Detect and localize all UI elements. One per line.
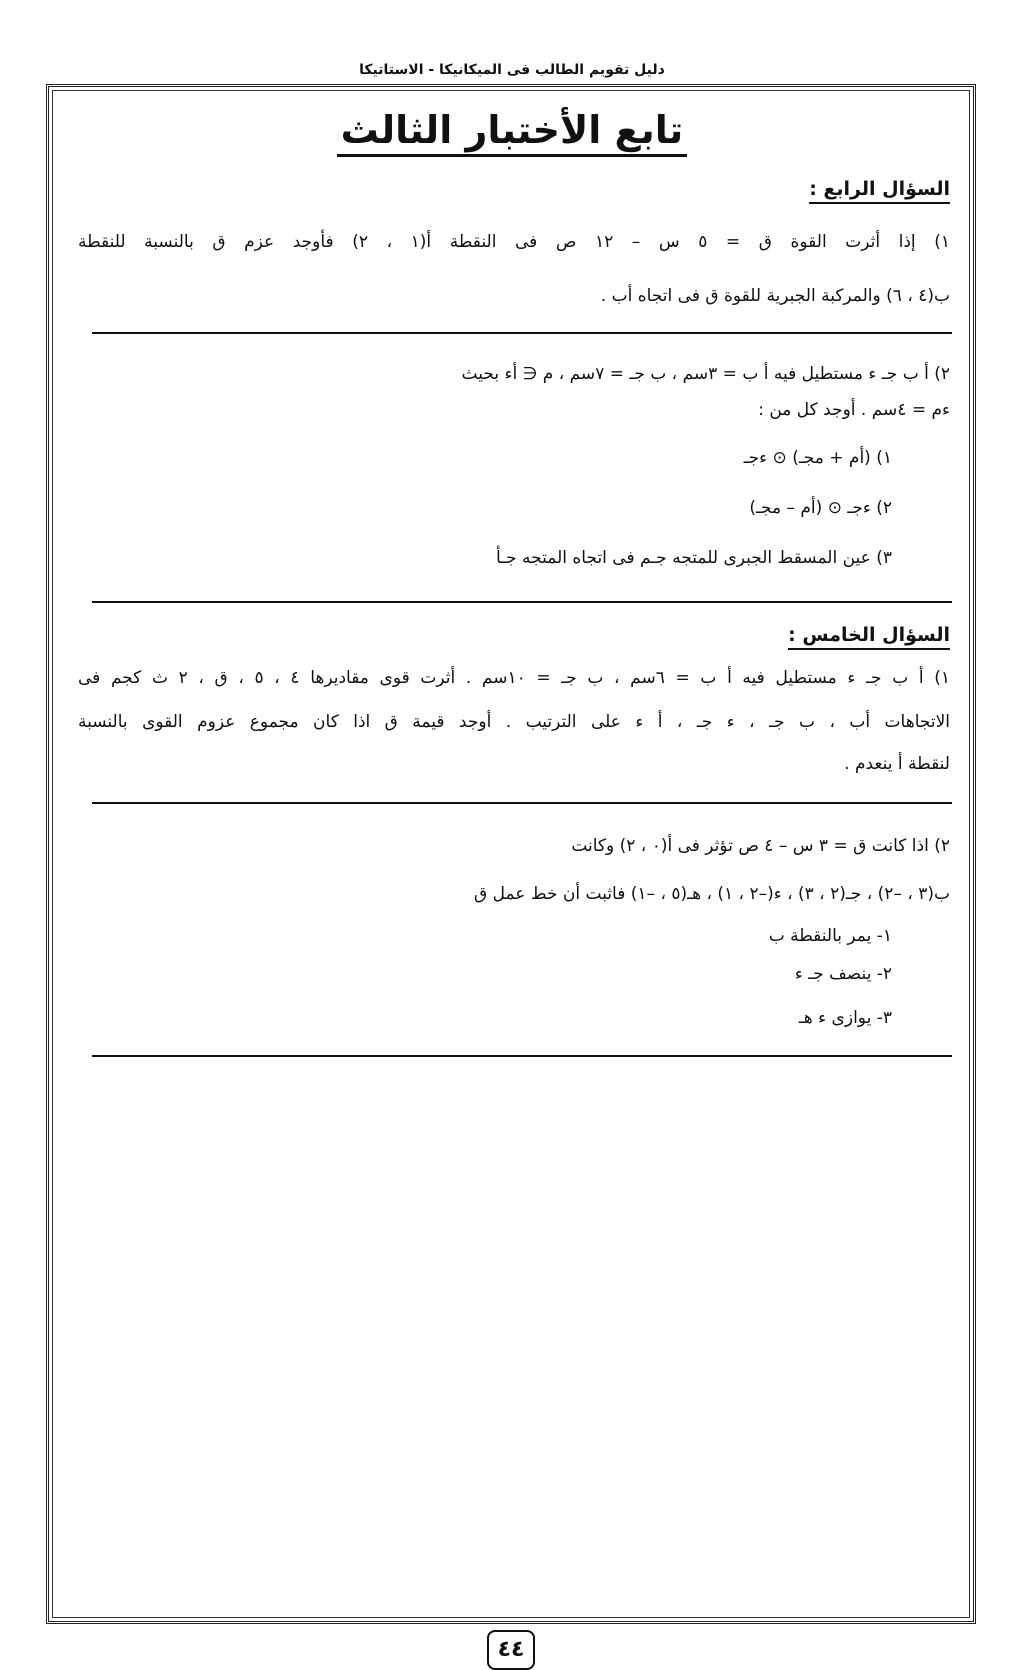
separator xyxy=(92,802,952,804)
running-header: دليل تقويم الطالب فى الميكانيكا - الاستاتيكا xyxy=(359,62,665,78)
q5-p2-item2: ٢- ينصف جـ ء xyxy=(794,964,892,984)
q5-p1-line3: لنقطة أ ينعدم . xyxy=(844,754,950,774)
page-number: ٤٤ xyxy=(487,1630,535,1670)
question-5-heading: السؤال الخامس : xyxy=(788,624,950,650)
q4-p2-item3: ٣) عين المسقط الجبرى للمتجه جـم فى اتجاه المتجه جـأ xyxy=(495,548,892,568)
q4-p1-line1: ١) إذا أثرت القوة ق = ٥ س – ١٢ ص فى النقطة أ(١ ، ٢) فأوجد عزم ق بالنسبة للنقطة xyxy=(78,232,950,252)
question-4-heading: السؤال الرابع : xyxy=(809,178,950,204)
q5-p2-item3: ٣- يوازى ء هـ xyxy=(798,1008,892,1028)
q4-p2-line2: ءم = ٤سم . أوجد كل من : xyxy=(758,400,950,420)
q4-p1-line2: ب(٤ ، ٦) والمركبة الجبرية للقوة ق فى اتجاه أب . xyxy=(600,286,950,306)
q4-p2-item1: ١) (أم + مجـ) ⊙ ءجـ xyxy=(743,448,892,468)
q4-p2-item2: ٢) ءجـ ⊙ (أم – مجـ) xyxy=(749,498,892,518)
separator xyxy=(92,601,952,603)
q5-p1-line1: ١) أ ب جـ ء مستطيل فيه أ ب = ٦سم ، ب جـ = ١٠سم . أثرت قوى مقاديرها ٤ ، ٥ ، ق ، ٢ ث كجم فى xyxy=(78,668,950,688)
separator xyxy=(92,1055,952,1057)
q5-p1-line2: الاتجاهات أب ، ب جـ ، ء جـ ، أ ء على الترتيب . أوجد قيمة ق اذا كان مجموع عزوم القوى بالنسبة xyxy=(78,712,950,732)
q5-p2-item1: ١- يمر بالنقطة ب xyxy=(768,926,892,946)
q4-p2-line1: ٢) أ ب جـ ء مستطيل فيه أ ب = ٣سم ، ب جـ = ٧سم ، م ∈ أء بحيث xyxy=(461,364,950,384)
q5-p2-line1: ٢) اذا كانت ق = ٣ س – ٤ ص تؤثر فى أ(٠ ، ٢) وكانت xyxy=(571,836,950,856)
separator xyxy=(92,332,952,334)
q5-p2-line2: ب(٣ ، –٢) ، جـ(٢ ، ٣) ، ء(–٢ ، ١) ، هـ(٥ ، –١) فاثبت أن خط عمل ق xyxy=(474,884,950,904)
page-title: تابع الأختبار الثالث xyxy=(0,108,1024,152)
